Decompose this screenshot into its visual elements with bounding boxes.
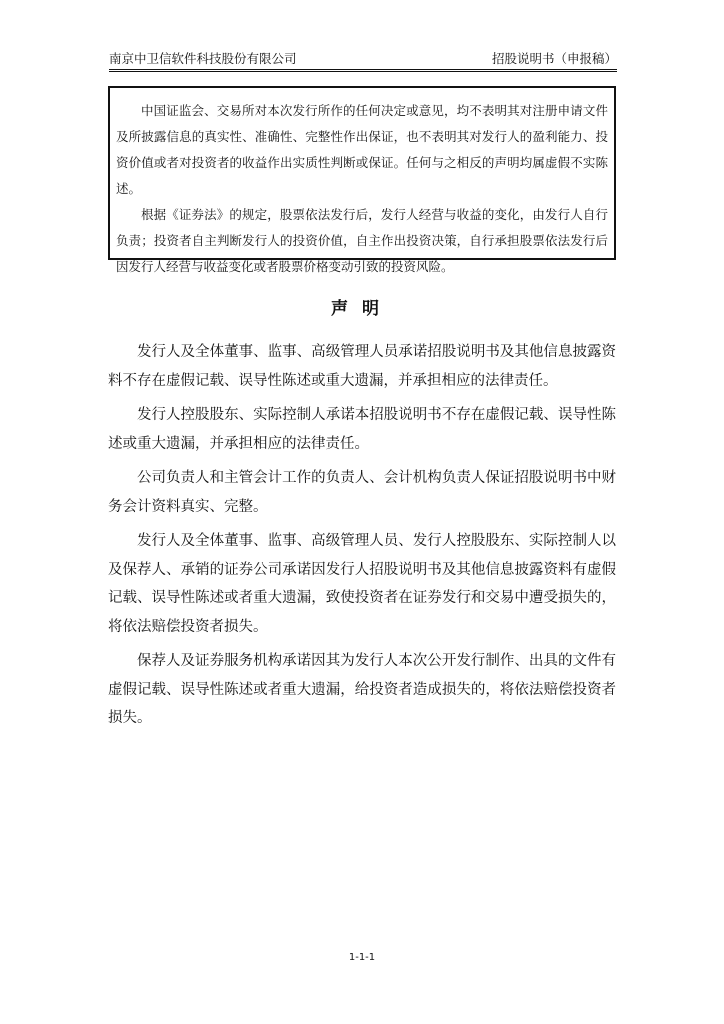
notice-paragraph: 根据《证券法》的规定，股票依法发行后，发行人经营与收益的变化，由发行人自行负责；投资者自主判断发行人的投资价值，自主作出投资决策，自行承担股票依法发行后因发行人经营与收益变化或者股票价格变动引致的投资风险。 xyxy=(116,207,608,274)
page-title: 声明 xyxy=(331,299,393,319)
declaration-body xyxy=(108,338,616,739)
declaration-paragraph: 发行人及全体董事、监事、高级管理人员承诺招股说明书及其他信息披露资料不存在虚假记载、误导性陈述或重大遗漏，并承担相应的法律责任。 xyxy=(108,344,616,389)
regulatory-notice-box xyxy=(108,86,616,274)
document-type: 招股说明书（申报稿） xyxy=(491,51,617,66)
page-number: 1-1-1 xyxy=(348,952,376,963)
header-divider xyxy=(109,69,617,70)
page-header xyxy=(109,50,617,68)
declaration-paragraph: 保荐人及证券服务机构承诺因其为发行人本次公开发行制作、出具的文件有虚假记载、误导性陈述或者重大遗漏，给投资者造成损失的，将依法赔偿投资者损失。 xyxy=(108,653,616,726)
declaration-paragraph: 发行人控股股东、实际控制人承诺本招股说明书不存在虚假记载、误导性陈述或重大遗漏，并承担相应的法律责任。 xyxy=(108,407,616,452)
declaration-paragraph: 公司负责人和主管会计工作的负责人、会计机构负责人保证招股说明书中财务会计资料真实、完整。 xyxy=(108,470,616,515)
header-divider-secondary xyxy=(109,71,617,72)
company-name: 南京中卫信软件科技股份有限公司 xyxy=(109,51,297,66)
notice-paragraph: 中国证监会、交易所对本次发行所作的任何决定或意见，均不表明其对注册申请文件及所披露信息的真实性、准确性、完整性作出保证，也不表明其对发行人的盈利能力、投资价值或者对投资者的收益作出实质性判断或保证。任何与之相反的声明均属虚假不实陈述。 xyxy=(116,103,608,196)
declaration-paragraph: 发行人及全体董事、监事、高级管理人员、发行人控股股东、实际控制人以及保荐人、承销的证券公司承诺因发行人招股说明书及其他信息披露资料有虚假记载、误导性陈述或者重大遗漏，致使投资者在证券发行和交易中遭受损失的，将依法赔偿投资者损失。 xyxy=(108,533,616,635)
